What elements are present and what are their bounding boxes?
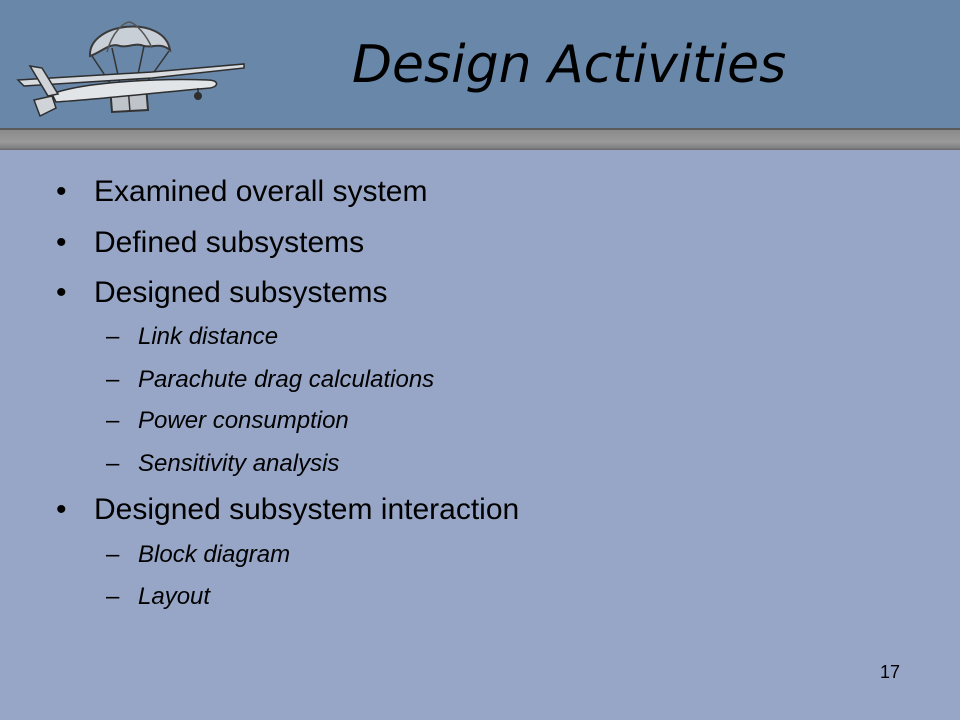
bullet-item: [56, 174, 427, 210]
slide-title: Design Activities: [352, 35, 787, 95]
dash-marker: –: [106, 541, 120, 568]
sub-bullet-text: Block diagram: [138, 541, 291, 568]
bullet-marker: •: [56, 226, 67, 259]
sub-bullet-text: Sensitivity analysis: [138, 450, 340, 477]
drone-parachute-logo-icon: [12, 8, 252, 123]
page-number: 17: [880, 662, 901, 682]
sub-bullet-item: [106, 540, 290, 570]
header-divider: [0, 128, 960, 150]
bullet-text: Designed subsystems: [94, 276, 388, 309]
sub-bullet-item: [106, 365, 434, 395]
bullet-item: [56, 225, 364, 261]
bullet-marker: •: [56, 276, 67, 309]
bullet-item: [56, 275, 387, 311]
dash-marker: –: [106, 407, 120, 434]
bullet-marker: •: [56, 175, 67, 208]
sub-bullet-item: [106, 582, 210, 612]
sub-bullet-text: Link distance: [138, 323, 279, 350]
sub-bullet-item: [106, 406, 349, 436]
sub-bullet-text: Power consumption: [138, 407, 349, 434]
sub-bullet-text: Layout: [138, 583, 211, 610]
dash-marker: –: [106, 366, 120, 393]
sub-bullet-text: Parachute drag calculations: [138, 366, 435, 393]
bullet-text: Defined subsystems: [94, 226, 365, 259]
dash-marker: –: [106, 450, 120, 477]
sub-bullet-item: [106, 449, 339, 479]
sub-bullet-item: [106, 322, 278, 352]
bullet-item: [56, 492, 519, 528]
bullet-text: Examined overall system: [94, 175, 428, 208]
dash-marker: –: [106, 583, 120, 610]
bullet-text: Designed subsystem interaction: [94, 493, 520, 526]
bullet-marker: •: [56, 493, 67, 526]
dash-marker: –: [106, 323, 120, 350]
